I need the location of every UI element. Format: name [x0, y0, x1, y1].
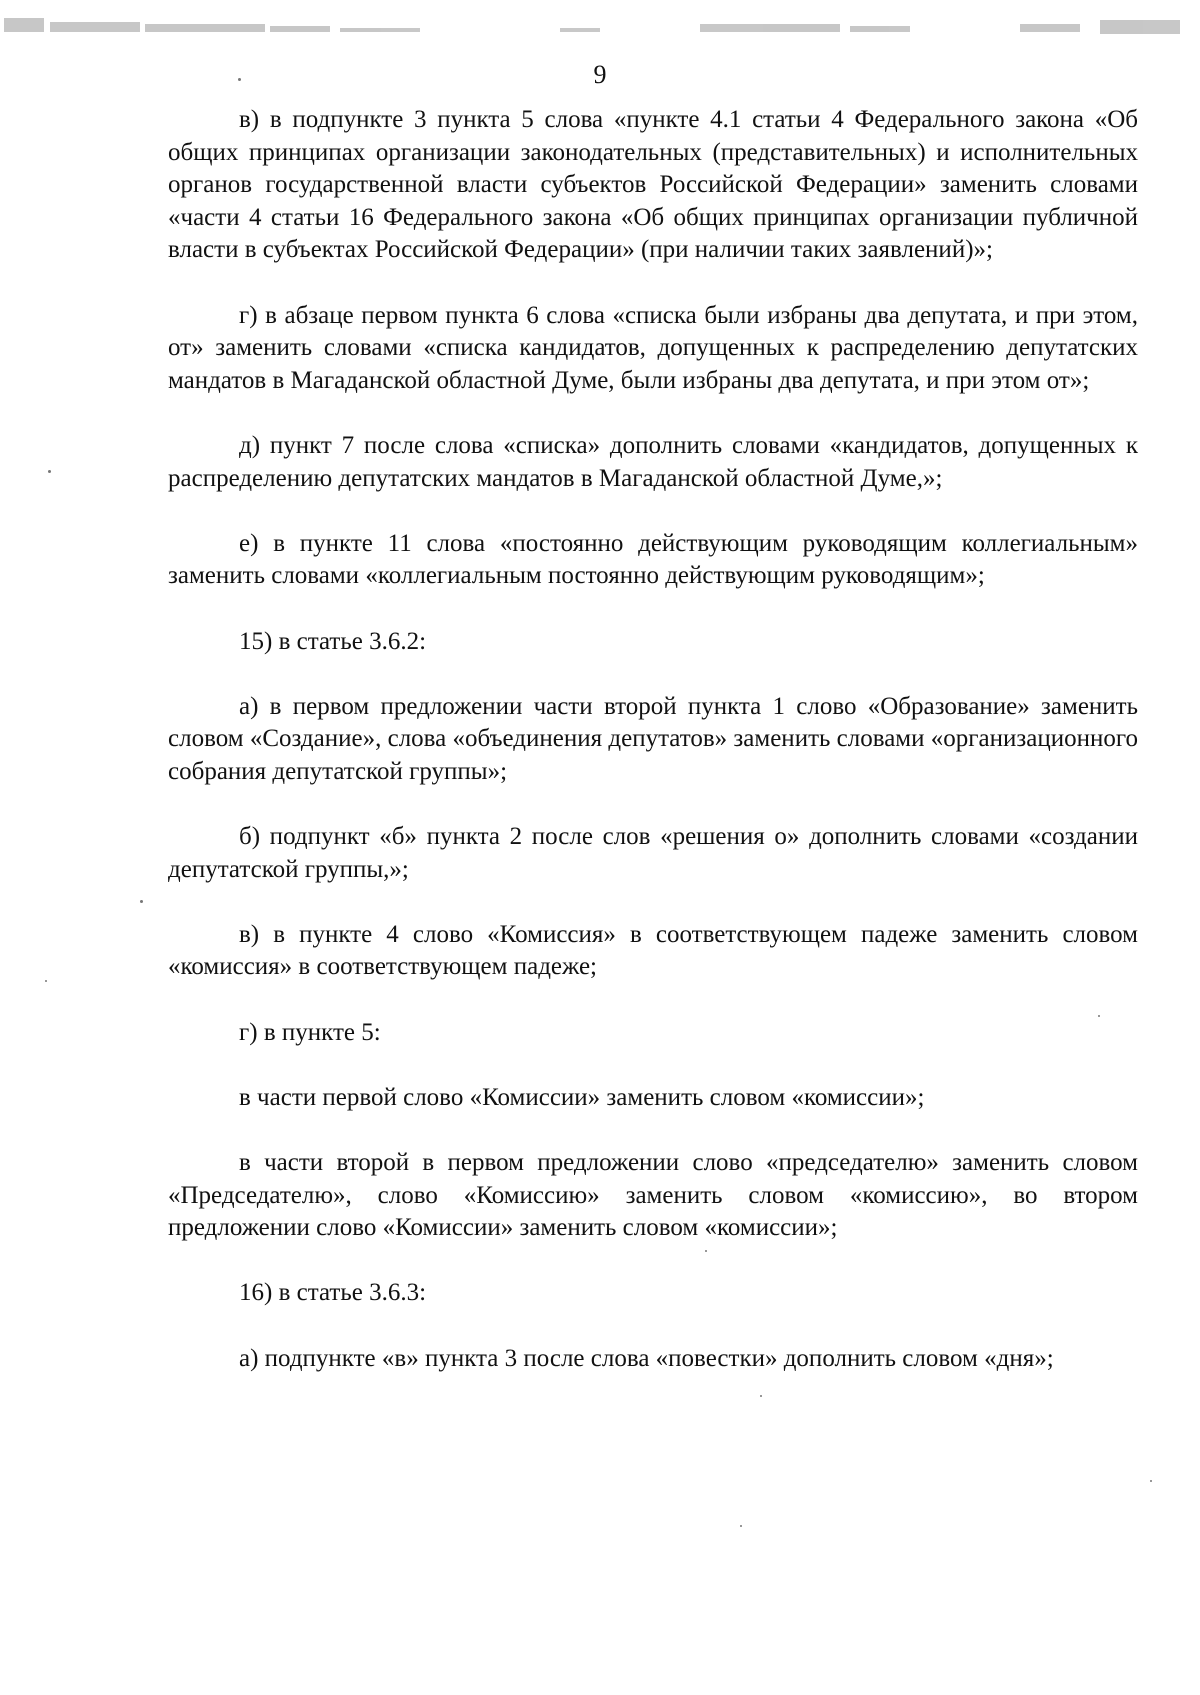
paragraph-d-subitem: д) пункт 7 после слова «списка» дополнить словами «кандидатов, допущенных к распределению депутатских мандатов в Магаданской областной Думе,»; [168, 431, 1138, 492]
scan-speck [238, 78, 241, 81]
scan-speck [48, 470, 51, 473]
paragraph-v-subitem: в) в подпункте 3 пункта 5 слова «пункте 4.1 статьи 4 Федерального закона «Об общих принципах организации законодательных (представительных) и исполнительных органов государственной власти субъектов Российской Федерации» заменить словами «части 4 статьи 16 Федерального закона «Об общих принципах организации публичной власти в субъектах Российской Федерации» (при наличии таких заявлений)»; [168, 106, 1138, 264]
paragraph-g2-subitem: г) в пункте 5: [239, 1018, 381, 1046]
document-body [168, 104, 1138, 1408]
paragraph-e-subitem: е) в пункте 11 слова «постоянно действующим руководящим коллегиальным» заменить словами «коллегиальным постоянно действующим руководящим»; [168, 529, 1138, 590]
scan-noise-strip [0, 0, 1200, 60]
scan-speck [1098, 1015, 1100, 1017]
paragraph-b-subitem: б) подпункт «б» пункта 2 после слов «решения о» дополнить словами «создании депутатской группы,»; [168, 823, 1138, 883]
paragraph-v2-subitem: в) в пункте 4 слово «Комиссия» в соответствующем падеже заменить словом «комиссия» в соответствующем падеже; [168, 920, 1138, 981]
paragraph-a2-subitem: а) подпункте «в» пункта 3 после слова «повестки» дополнить словом «дня»; [239, 1344, 1054, 1372]
paragraph-part-one: в части первой слово «Комиссии» заменить словом «комиссии»; [239, 1083, 925, 1111]
paragraph-item-15: 15) в статье 3.6.2: [239, 627, 427, 655]
paragraph-a-subitem: а) в первом предложении части второй пункта 1 слово «Образование» заменить словом «Создание», слова «объединения депутатов» заменить словами «организационного собрания депутатской группы»; [168, 692, 1138, 785]
scan-speck [1150, 1480, 1152, 1482]
paragraph-item-16: 16) в статье 3.6.3: [239, 1279, 427, 1307]
paragraph-part-two: в части второй в первом предложении слово «председателю» заменить словом «Председателю», слово «Комиссию» заменить словом «комиссию», во втором предложении слово «Комиссии» заменить словом «комиссии»; [168, 1149, 1138, 1242]
scan-speck [760, 1395, 762, 1397]
page-number: 9 [593, 60, 607, 89]
scan-speck [45, 980, 47, 982]
scan-speck [740, 1525, 742, 1527]
paragraph-g-subitem: г) в абзаце первом пункта 6 слова «списка были избраны два депутата, и при этом, от» заменить словами «списка кандидатов, допущенных к распределению депутатских мандатов в Магаданской областной Думе, были избраны два депутата, и при этом от»; [168, 301, 1138, 394]
scan-speck [140, 900, 143, 903]
scan-speck [705, 1250, 707, 1252]
